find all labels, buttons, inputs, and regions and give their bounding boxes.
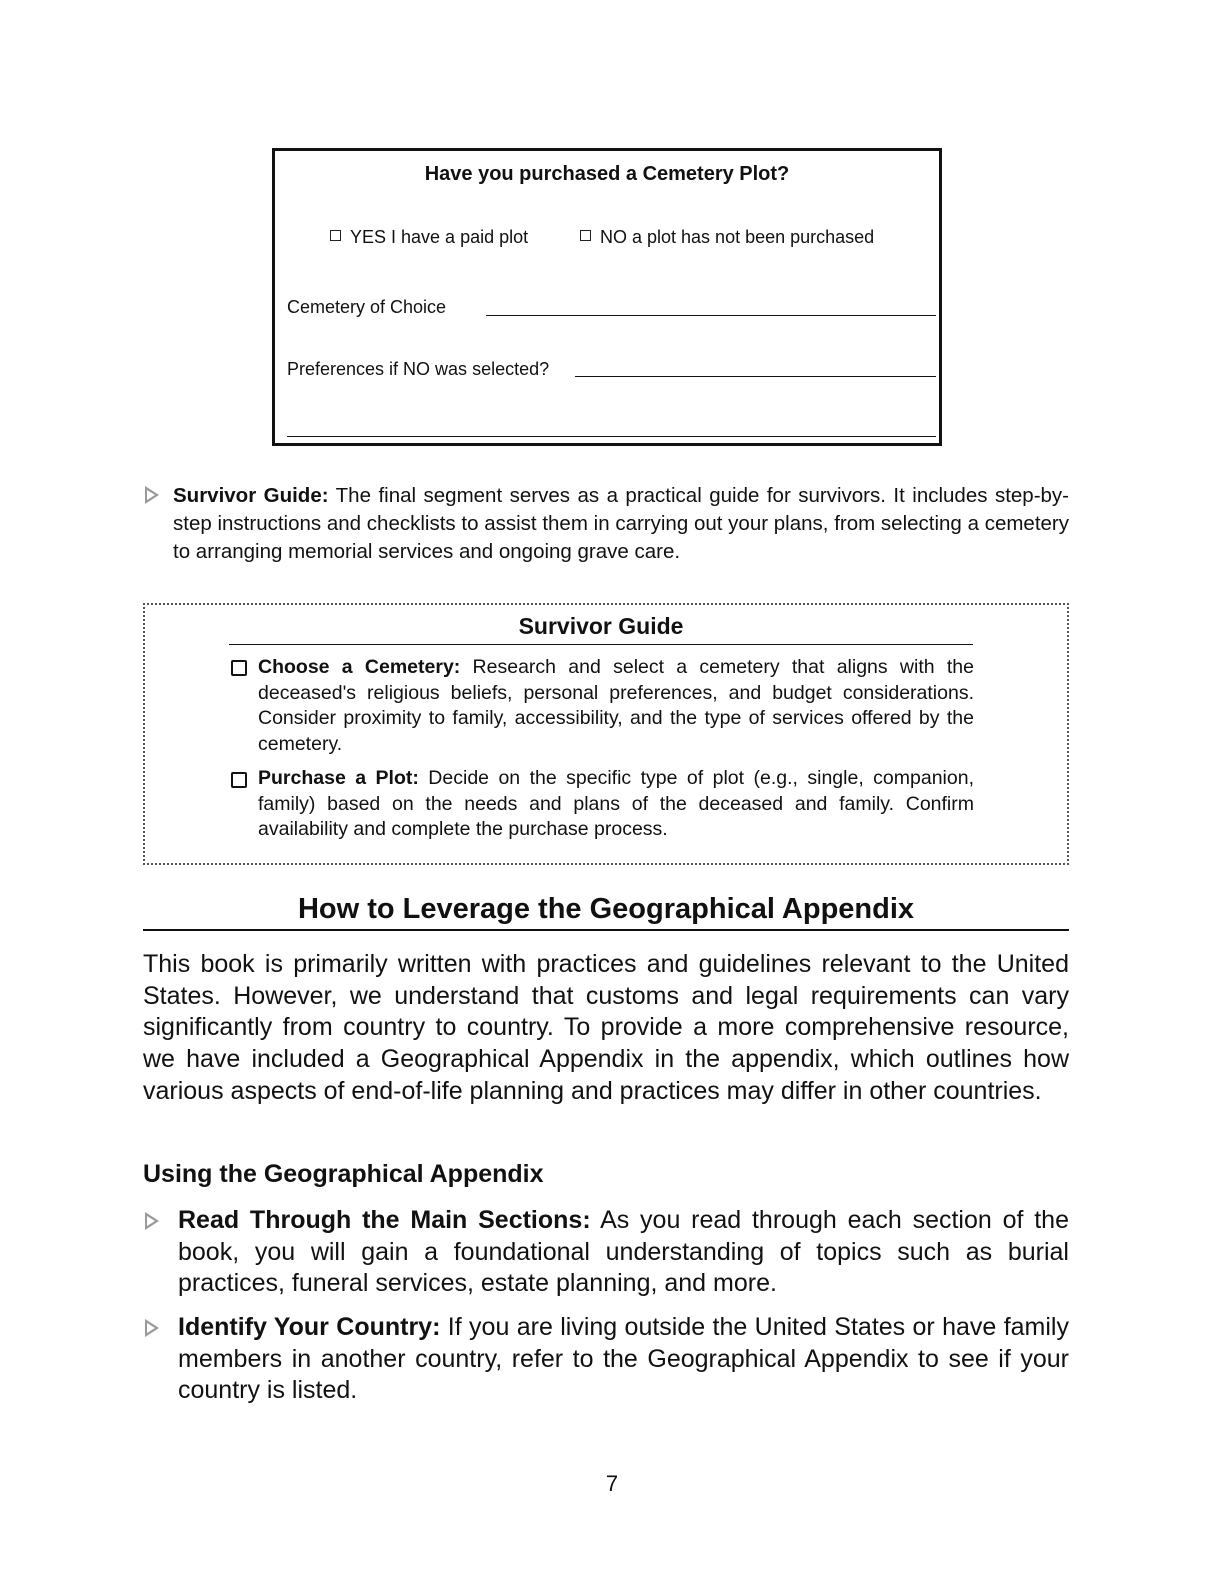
guide-item-term: Purchase a Plot: — [258, 767, 419, 789]
guide-item-text: Decide on the specific type of plot (e.g., single, companion, family) based on the needs and plans of the deceased and family. Confirm availability and complete the purchase process. — [258, 767, 974, 840]
section-title: How to Leverage the Geographical Appendix — [143, 893, 1069, 931]
bullet-identify-country — [178, 1312, 1069, 1407]
no-checkbox[interactable] — [580, 230, 591, 241]
cemetery-choice-line[interactable] — [486, 315, 936, 316]
survivor-guide-box — [143, 603, 1069, 865]
checkbox-icon[interactable] — [231, 660, 247, 676]
bullet-text: If you are living outside the United States or have family members in another country, refer to the Geographical Appendix to see if your country is listed. — [178, 1313, 1069, 1405]
yes-option[interactable] — [330, 227, 528, 248]
preferences-label: Preferences if NO was selected? — [287, 359, 550, 379]
cemetery-choice-label: Cemetery of Choice — [287, 297, 447, 317]
guide-item-text: Research and select a cemetery that aligns with the deceased's religious beliefs, personal preferences, and budget considerations. Consider proximity to family, accessibility, and the type of services offered by the cemetery. — [258, 656, 974, 755]
guide-item-term: Choose a Cemetery: — [258, 656, 461, 678]
survivor-guide-text: The final segment serves as a practical guide for survivors. It includes step-by-step instructions and checklists to assist them in carrying out your plans, from selecting a cemetery to arranging memorial services and ongoing grave care. — [173, 484, 1069, 563]
yes-option-label: YES I have a paid plot — [350, 227, 529, 247]
survivor-guide-term: Survivor Guide: — [173, 484, 329, 507]
bullet-text: As you read through each section of the book, you will gain a foundational understanding of topics such as burial practices, funeral services, estate planning, and more. — [178, 1206, 1069, 1298]
plot-question: Have you purchased a Cemetery Plot? — [424, 163, 790, 185]
checkbox-icon[interactable] — [231, 772, 247, 788]
subheading: Using the Geographical Appendix — [143, 1160, 544, 1188]
yes-checkbox[interactable] — [330, 230, 341, 241]
guide-item-purchase-plot — [258, 766, 974, 843]
bullet-term: Read Through the Main Sections: — [178, 1206, 591, 1234]
no-option-label: NO a plot has not been purchased — [600, 227, 875, 247]
arrow-bullet-icon — [145, 1212, 159, 1230]
section-paragraph: This book is primarily written with practices and guidelines relevant to the United States. However, we understand that customs and legal requirements can vary significantly from country to country. To provide a more comprehensive resource, we have included a Geographical Appendix in the appendix, which outlines how various aspects of end-of-life planning and practices may differ in other countries. — [143, 950, 1069, 1105]
guide-item-choose-cemetery — [258, 655, 974, 757]
survivor-guide-title: Survivor Guide — [229, 613, 973, 645]
preferences-line[interactable] — [575, 376, 936, 377]
page-number: 7 — [605, 1471, 619, 1496]
no-option[interactable] — [580, 227, 874, 248]
arrow-bullet-icon — [145, 1319, 159, 1337]
preferences-line-2[interactable] — [287, 436, 936, 437]
arrow-bullet-icon — [145, 486, 159, 504]
cemetery-plot-form — [272, 148, 942, 446]
bullet-read-main-sections — [178, 1205, 1069, 1300]
survivor-guide-paragraph — [173, 482, 1069, 566]
bullet-term: Identify Your Country: — [178, 1313, 441, 1341]
